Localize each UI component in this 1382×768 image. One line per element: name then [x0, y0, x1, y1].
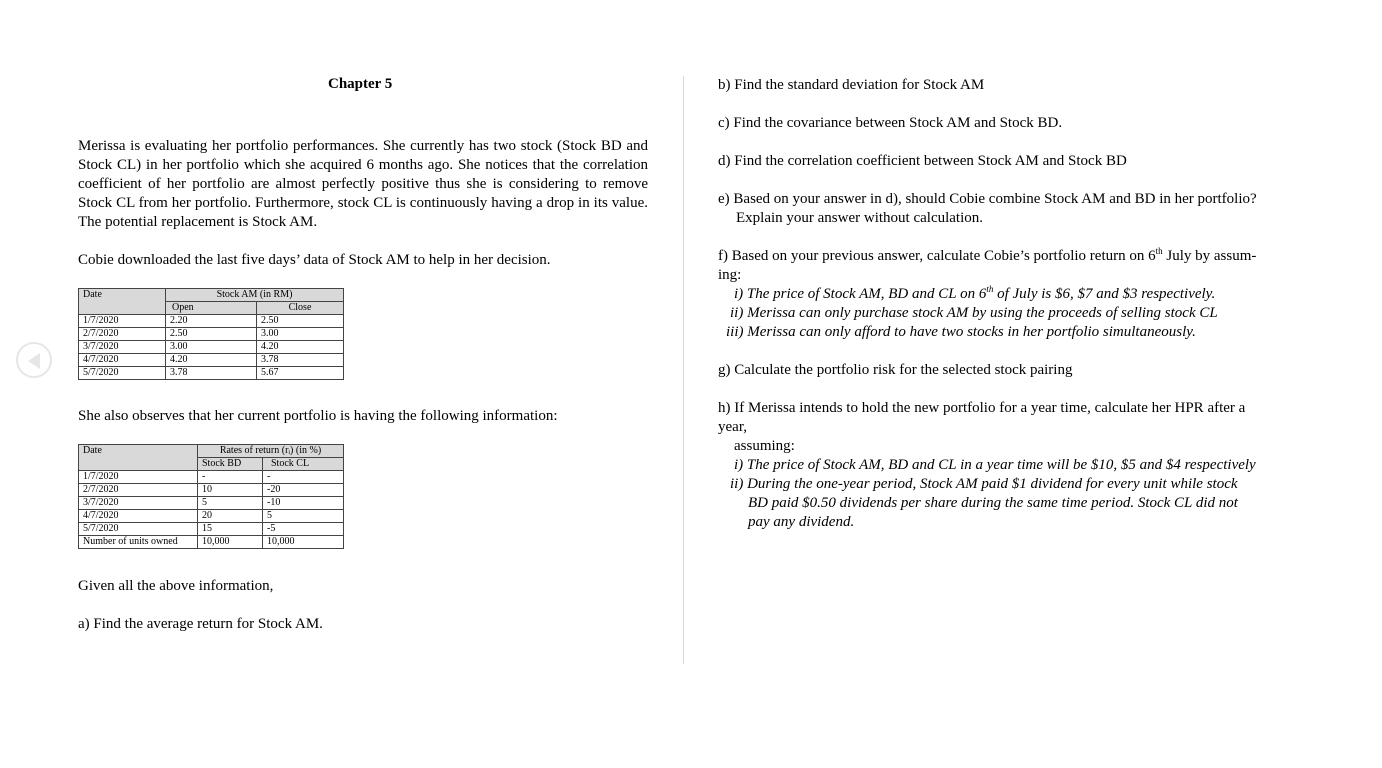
- previous-page-arrow-icon[interactable]: [16, 342, 52, 378]
- cobie-paragraph: Cobie downloaded the last five days’ data of Stock AM to help in her decision.: [78, 252, 551, 268]
- table-row: 5/7/2020 3.78 5.67: [79, 367, 344, 380]
- given-paragraph: Given all the above information,: [78, 578, 274, 594]
- question-h: h) If Merissa intends to hold the new portfolio for a year time, calculate her HPR after a year, assuming: i) The price of Stock AM, BD and CL in a year time will be $10, $5 and $4 respectively ii) During the one-year period, Stock AM paid $1 dividend for every unit while stock BD paid $0.50 dividends per share during the same time period. Stock CL did not pay any dividend.: [718, 400, 1256, 530]
- table-row: 4/7/2020 4.20 3.78: [79, 354, 344, 367]
- question-c: c) Find the covariance between Stock AM and Stock BD.: [718, 115, 1063, 131]
- question-f: f) Based on your previous answer, calculate Cobie’s portfolio return on 6th July by assum- ing: i) The price of Stock AM, BD and CL on 6th of July is $6, $7 and $3 respectively. ii) Merissa can only purchase stock AM by using the proceeds of selling stock CL iii) Merissa can only afford to have two stocks in her portfolio simultaneously.: [718, 246, 1257, 340]
- table-header-open: Open: [166, 302, 257, 315]
- question-d: d) Find the correlation coefficient between Stock AM and Stock BD: [718, 153, 1127, 169]
- table-row: 3/7/2020 3.00 4.20: [79, 341, 344, 354]
- table-row: 1/7/2020 - -: [79, 471, 344, 484]
- stock-am-table: [78, 288, 344, 380]
- table-row: 4/7/2020 20 5: [79, 510, 344, 523]
- table-header-date: Date: [79, 289, 166, 315]
- table-row: Number of units owned 10,000 10,000: [79, 536, 344, 549]
- page-divider: [683, 76, 684, 664]
- table-header-group: Rates of return (rᵢ) (in %): [198, 445, 344, 458]
- table-row: 2/7/2020 2.50 3.00: [79, 328, 344, 341]
- table-header-close: Close: [257, 302, 344, 315]
- table-header-stock-bd: Stock BD: [198, 458, 263, 471]
- question-e: e) Based on your answer in d), should Cobie combine Stock AM and BD in her portfolio? Explain your answer without calculation.: [718, 191, 1257, 226]
- question-a: a) Find the average return for Stock AM.: [78, 616, 323, 632]
- intro-paragraph: Merissa is evaluating her portfolio performances. She currently has two stock (Stock BD and Stock CL) in her portfolio which she acquired 6 months ago. She notices that the correlation coefficient of her portfolio are almost perfectly positive thus she is considering to remove Stock CL from her portfolio. Furthermore, stock CL is continuously having a drop in its value. The potential replacement is Stock AM.: [78, 138, 648, 230]
- table-header-group: Stock AM (in RM): [166, 289, 344, 302]
- portfolio-paragraph: She also observes that her current portfolio is having the following information:: [78, 408, 558, 424]
- chapter-title: Chapter 5: [328, 76, 393, 92]
- table-row: 2/7/2020 10 -20: [79, 484, 344, 497]
- table-row: 1/7/2020 2.20 2.50: [79, 315, 344, 328]
- table-header-date: Date: [79, 445, 198, 471]
- table-row: 3/7/2020 5 -10: [79, 497, 344, 510]
- table-header-stock-cl: Stock CL: [263, 458, 344, 471]
- question-g: g) Calculate the portfolio risk for the selected stock pairing: [718, 362, 1073, 378]
- portfolio-returns-table: [78, 444, 344, 549]
- table-row: 5/7/2020 15 -5: [79, 523, 344, 536]
- question-b: b) Find the standard deviation for Stock AM: [718, 77, 985, 93]
